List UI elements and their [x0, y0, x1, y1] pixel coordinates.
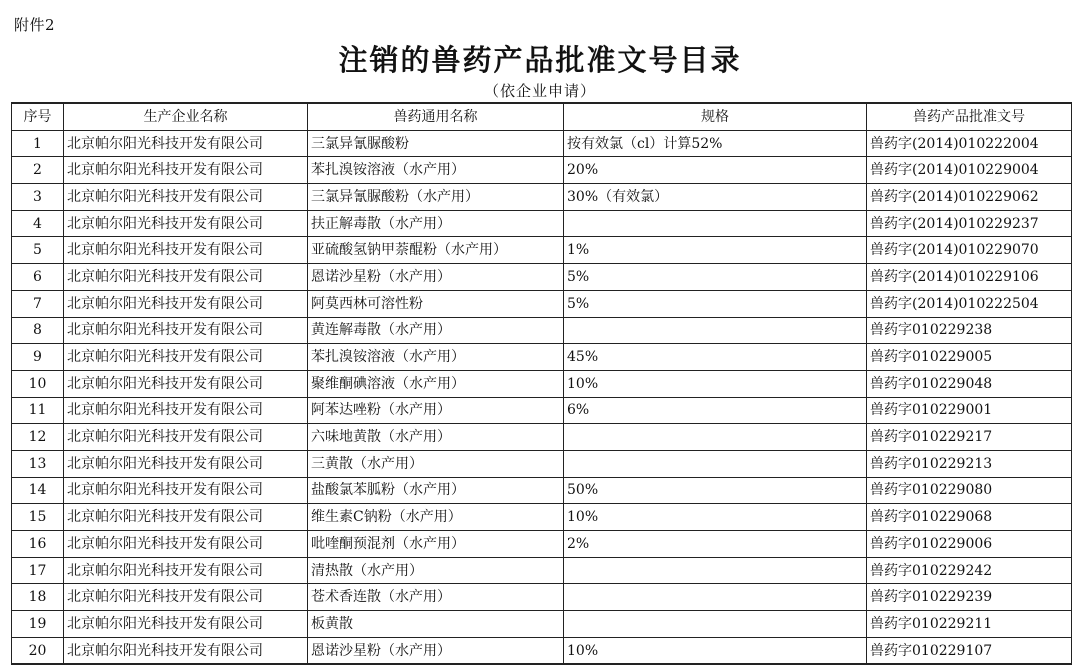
manufacturer-cell: 北京帕尔阳光科技开发有限公司 — [64, 237, 308, 264]
approval-number-cell: 兽药字010229006 — [867, 531, 1072, 558]
generic-name-cell: 清热散（水产用） — [308, 557, 564, 584]
serial-no-cell: 9 — [12, 344, 64, 371]
specification-cell: 30%（有效氯） — [564, 184, 867, 211]
manufacturer-cell: 北京帕尔阳光科技开发有限公司 — [64, 344, 308, 371]
manufacturer-cell: 北京帕尔阳光科技开发有限公司 — [64, 424, 308, 451]
table-row — [12, 370, 1072, 397]
serial-no-cell: 8 — [12, 317, 64, 344]
specification-cell: 5% — [564, 290, 867, 317]
approval-number-cell: 兽药字(2014)010222004 — [867, 130, 1072, 157]
generic-name-cell: 苯扎溴铵溶液（水产用） — [308, 344, 564, 371]
serial-no-cell: 3 — [12, 184, 64, 211]
table-row — [12, 397, 1072, 424]
table-row — [12, 504, 1072, 531]
table-row — [12, 344, 1072, 371]
serial-no-cell: 7 — [12, 290, 64, 317]
generic-name-cell: 吡喹酮预混剂（水产用） — [308, 531, 564, 558]
manufacturer-cell: 北京帕尔阳光科技开发有限公司 — [64, 477, 308, 504]
manufacturer-cell: 北京帕尔阳光科技开发有限公司 — [64, 397, 308, 424]
serial-no-cell: 20 — [12, 637, 64, 664]
specification-cell: 10% — [564, 504, 867, 531]
serial-no-cell: 15 — [12, 504, 64, 531]
approval-number-cell: 兽药字(2014)010222504 — [867, 290, 1072, 317]
table-row — [12, 317, 1072, 344]
specification-cell: 按有效氯（cl）计算52% — [564, 130, 867, 157]
table-header-row — [12, 103, 1072, 130]
table-row — [12, 531, 1072, 558]
manufacturer-cell: 北京帕尔阳光科技开发有限公司 — [64, 370, 308, 397]
table-row — [12, 264, 1072, 291]
revoked-approval-table — [11, 102, 1072, 665]
specification-cell — [564, 210, 867, 237]
generic-name-cell: 恩诺沙星粉（水产用） — [308, 264, 564, 291]
specification-cell: 2% — [564, 531, 867, 558]
manufacturer-cell: 北京帕尔阳光科技开发有限公司 — [64, 130, 308, 157]
serial-no-cell: 4 — [12, 210, 64, 237]
header-generic-name: 兽药通用名称 — [308, 103, 564, 130]
approval-number-cell: 兽药字(2014)010229106 — [867, 264, 1072, 291]
serial-no-cell: 13 — [12, 450, 64, 477]
manufacturer-cell: 北京帕尔阳光科技开发有限公司 — [64, 584, 308, 611]
specification-cell: 1% — [564, 237, 867, 264]
approval-number-cell: 兽药字(2014)010229004 — [867, 157, 1072, 184]
generic-name-cell: 阿莫西林可溶性粉 — [308, 290, 564, 317]
generic-name-cell: 扶正解毒散（水产用） — [308, 210, 564, 237]
generic-name-cell: 阿苯达唑粉（水产用） — [308, 397, 564, 424]
serial-no-cell: 11 — [12, 397, 64, 424]
manufacturer-cell: 北京帕尔阳光科技开发有限公司 — [64, 504, 308, 531]
serial-no-cell: 6 — [12, 264, 64, 291]
manufacturer-cell: 北京帕尔阳光科技开发有限公司 — [64, 637, 308, 664]
generic-name-cell: 维生素C钠粉（水产用） — [308, 504, 564, 531]
manufacturer-cell: 北京帕尔阳光科技开发有限公司 — [64, 611, 308, 638]
approval-number-cell: 兽药字010229213 — [867, 450, 1072, 477]
approval-number-cell: 兽药字(2014)010229237 — [867, 210, 1072, 237]
approval-number-cell: 兽药字010229238 — [867, 317, 1072, 344]
approval-number-cell: 兽药字010229239 — [867, 584, 1072, 611]
serial-no-cell: 10 — [12, 370, 64, 397]
manufacturer-cell: 北京帕尔阳光科技开发有限公司 — [64, 157, 308, 184]
serial-no-cell: 2 — [12, 157, 64, 184]
table-row — [12, 184, 1072, 211]
manufacturer-cell: 北京帕尔阳光科技开发有限公司 — [64, 184, 308, 211]
specification-cell — [564, 611, 867, 638]
generic-name-cell: 亚硫酸氢钠甲萘醌粉（水产用） — [308, 237, 564, 264]
generic-name-cell: 恩诺沙星粉（水产用） — [308, 637, 564, 664]
table-row — [12, 584, 1072, 611]
specification-cell: 20% — [564, 157, 867, 184]
serial-no-cell: 12 — [12, 424, 64, 451]
approval-number-cell: 兽药字010229080 — [867, 477, 1072, 504]
specification-cell — [564, 424, 867, 451]
table-row — [12, 450, 1072, 477]
table-row — [12, 611, 1072, 638]
generic-name-cell: 板黄散 — [308, 611, 564, 638]
specification-cell: 45% — [564, 344, 867, 371]
specification-cell — [564, 317, 867, 344]
generic-name-cell: 苯扎溴铵溶液（水产用） — [308, 157, 564, 184]
approval-number-cell: 兽药字010229001 — [867, 397, 1072, 424]
table-row — [12, 237, 1072, 264]
attachment-label: 附件2 — [14, 16, 56, 34]
header-specification: 规格 — [564, 103, 867, 130]
approval-number-cell: 兽药字010229107 — [867, 637, 1072, 664]
specification-cell: 10% — [564, 637, 867, 664]
specification-cell: 6% — [564, 397, 867, 424]
document-title: 注销的兽药产品批准文号目录 — [338, 43, 742, 77]
serial-no-cell: 16 — [12, 531, 64, 558]
table-row — [12, 424, 1072, 451]
manufacturer-cell: 北京帕尔阳光科技开发有限公司 — [64, 290, 308, 317]
serial-no-cell: 18 — [12, 584, 64, 611]
table-body — [12, 130, 1072, 664]
header-manufacturer: 生产企业名称 — [64, 103, 308, 130]
serial-no-cell: 19 — [12, 611, 64, 638]
table-row — [12, 637, 1072, 664]
approval-number-cell: 兽药字010229048 — [867, 370, 1072, 397]
serial-no-cell: 1 — [12, 130, 64, 157]
table-row — [12, 477, 1072, 504]
manufacturer-cell: 北京帕尔阳光科技开发有限公司 — [64, 264, 308, 291]
table-row — [12, 157, 1072, 184]
table-row — [12, 290, 1072, 317]
approval-number-cell: 兽药字010229211 — [867, 611, 1072, 638]
serial-no-cell: 14 — [12, 477, 64, 504]
approval-number-cell: 兽药字010229068 — [867, 504, 1072, 531]
generic-name-cell: 苍术香连散（水产用） — [308, 584, 564, 611]
table-row — [12, 557, 1072, 584]
manufacturer-cell: 北京帕尔阳光科技开发有限公司 — [64, 450, 308, 477]
approval-number-cell: 兽药字(2014)010229070 — [867, 237, 1072, 264]
generic-name-cell: 六味地黄散（水产用） — [308, 424, 564, 451]
specification-cell — [564, 557, 867, 584]
manufacturer-cell: 北京帕尔阳光科技开发有限公司 — [64, 317, 308, 344]
approval-number-cell: 兽药字(2014)010229062 — [867, 184, 1072, 211]
approval-number-cell: 兽药字010229242 — [867, 557, 1072, 584]
generic-name-cell: 黄连解毒散（水产用） — [308, 317, 564, 344]
document-subtitle: （依企业申请） — [483, 82, 596, 100]
approval-number-cell: 兽药字010229005 — [867, 344, 1072, 371]
specification-cell: 50% — [564, 477, 867, 504]
specification-cell — [564, 450, 867, 477]
specification-cell — [564, 584, 867, 611]
manufacturer-cell: 北京帕尔阳光科技开发有限公司 — [64, 531, 308, 558]
header-serial-no: 序号 — [12, 103, 64, 130]
header-approval-number: 兽药产品批准文号 — [867, 103, 1072, 130]
specification-cell: 5% — [564, 264, 867, 291]
serial-no-cell: 5 — [12, 237, 64, 264]
manufacturer-cell: 北京帕尔阳光科技开发有限公司 — [64, 210, 308, 237]
generic-name-cell: 盐酸氯苯胍粉（水产用） — [308, 477, 564, 504]
generic-name-cell: 三氯异氰脲酸粉（水产用） — [308, 184, 564, 211]
generic-name-cell: 聚维酮碘溶液（水产用） — [308, 370, 564, 397]
table-row — [12, 210, 1072, 237]
generic-name-cell: 三黄散（水产用） — [308, 450, 564, 477]
serial-no-cell: 17 — [12, 557, 64, 584]
specification-cell: 10% — [564, 370, 867, 397]
generic-name-cell: 三氯异氰脲酸粉 — [308, 130, 564, 157]
table-row — [12, 130, 1072, 157]
manufacturer-cell: 北京帕尔阳光科技开发有限公司 — [64, 557, 308, 584]
approval-number-cell: 兽药字010229217 — [867, 424, 1072, 451]
